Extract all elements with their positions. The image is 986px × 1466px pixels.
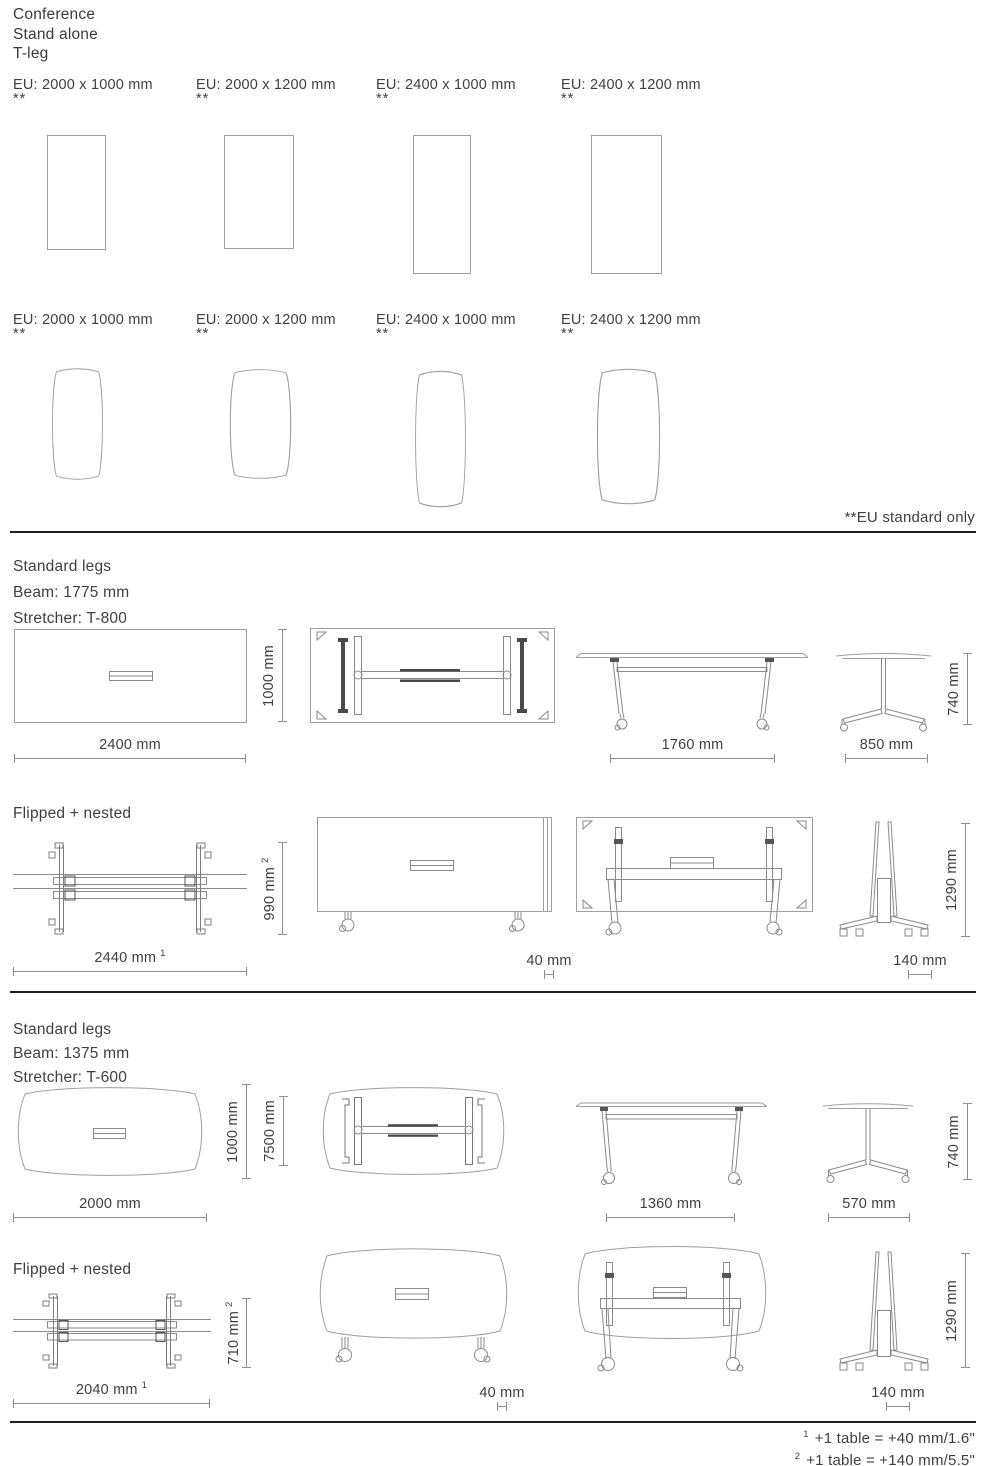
t800-side-view-drawing [836, 650, 931, 734]
page-title-product: Conference [13, 6, 96, 23]
size-text: EU: 2400 x 1000 mm [376, 312, 516, 328]
dim-label: 1000 mm [225, 1100, 241, 1163]
t600-width-dimension [13, 1192, 207, 1218]
eu-only-stars: ** [376, 326, 390, 342]
t600-nested-length-dimension [13, 1378, 210, 1404]
t800-header-line3: Stretcher: T-800 [13, 610, 128, 627]
footnote-1 [795, 1426, 975, 1448]
dim-line [282, 842, 283, 935]
page-title-leg: T-leg [13, 45, 49, 62]
dim-label: 570 mm [842, 1196, 896, 1212]
section-divider [10, 1421, 976, 1423]
t600-nested-top-view-drawing [13, 1292, 211, 1370]
eu-only-stars: ** [13, 326, 27, 342]
dim-line [908, 974, 932, 975]
dim-line [610, 758, 775, 759]
dim-label: 40 mm [526, 953, 572, 969]
size-text: EU: 2000 x 1000 mm [13, 312, 153, 328]
t600-flipped-height-dimension [938, 1253, 966, 1368]
size-label-barrel-1 [13, 311, 153, 340]
dim-line [246, 1084, 247, 1179]
dim-line [965, 823, 966, 937]
dim-label: 2000 mm [79, 1196, 141, 1212]
eu-only-stars: ** [561, 91, 575, 107]
dim-label: 1290 mm [944, 849, 960, 911]
rect-top-2000x1000-drawing [47, 135, 106, 250]
eu-only-stars: ** [196, 91, 210, 107]
dim-line [828, 1217, 910, 1218]
size-text: EU: 2400 x 1200 mm [561, 77, 701, 93]
t600-flipped-side-view-drawing [315, 1244, 512, 1372]
t800-nested-side-view-drawing [836, 816, 932, 942]
t600-header-line1: Standard legs [13, 1021, 112, 1038]
rect-top-2400x1000-drawing [413, 135, 471, 274]
dim-label: 990 mm [262, 866, 278, 921]
t600-top-thickness-dimension [479, 1381, 525, 1407]
size-label-barrel-2 [196, 311, 336, 340]
dim-label: 140 mm [893, 953, 947, 969]
t800-section-header [13, 554, 129, 632]
footnote-1-sup: 1 [803, 1429, 809, 1440]
dim-line [282, 629, 283, 722]
dim-label: 1360 mm [639, 1196, 702, 1212]
dim-line [967, 653, 968, 725]
eu-only-stars: ** [376, 91, 390, 107]
size-text: EU: 2000 x 1000 mm [13, 77, 153, 93]
t800-flipped-front-view-drawing [576, 813, 816, 940]
dim-line [845, 758, 928, 759]
barrel-top-2000x1000-drawing [49, 366, 106, 482]
t600-base-width-dimension [828, 1192, 910, 1218]
footnote-2 [795, 1448, 975, 1466]
size-label-barrel-3 [376, 311, 516, 340]
dim-line [14, 758, 246, 759]
dim-line [13, 1217, 207, 1218]
t800-base-width-dimension [845, 733, 928, 759]
dim-label: 1760 mm [661, 737, 724, 753]
size-label-rect-1 [13, 76, 153, 105]
t800-depth-dimension [255, 629, 283, 722]
page-title [13, 5, 98, 64]
section-divider [10, 991, 976, 993]
dim-label: 2040 mm [75, 1382, 138, 1398]
t600-front-view-drawing [576, 1100, 767, 1189]
t800-leg-span-dimension [610, 733, 775, 759]
eu-standard-note: **EU standard only [844, 509, 975, 526]
t600-nest-pitch-dimension [871, 1381, 925, 1407]
dim-label: 740 mm [946, 662, 962, 716]
footnote-ref-1: 1 [141, 1380, 148, 1391]
footnote-2-text: +1 table = +140 mm/5.5" [806, 1452, 975, 1466]
t600-leg-pitch-dimension [256, 1096, 284, 1166]
t800-nested-top-view-drawing [13, 840, 247, 937]
size-text: EU: 2400 x 1200 mm [561, 312, 701, 328]
t800-width-dimension [14, 733, 246, 759]
barrel-top-2400x1000-drawing [412, 368, 469, 510]
dim-label: 140 mm [871, 1385, 925, 1401]
t600-height-dimension [940, 1103, 968, 1180]
t800-nested-depth-dimension [255, 842, 283, 935]
t600-flipped-front-view-drawing [573, 1241, 771, 1377]
section-divider [10, 531, 976, 533]
t600-nested-side-view-drawing [836, 1246, 932, 1376]
dim-label: 850 mm [859, 737, 914, 753]
dim-line [246, 1298, 247, 1368]
t800-height-dimension [940, 653, 968, 725]
dim-line [967, 1103, 968, 1180]
t800-header-line2: Beam: 1775 mm [13, 584, 130, 601]
size-text: EU: 2000 x 1200 mm [196, 77, 336, 93]
eu-only-stars: ** [196, 326, 210, 342]
t600-side-view-drawing [823, 1100, 913, 1188]
dim-line [886, 1406, 910, 1407]
dim-line [283, 1096, 284, 1166]
barrel-top-2400x1200-drawing [593, 366, 664, 507]
rect-top-2000x1200-drawing [224, 135, 294, 249]
t800-front-view-drawing [576, 650, 808, 734]
t600-leg-span-dimension [606, 1192, 735, 1218]
dim-label: 7500 mm [262, 1100, 278, 1162]
dim-line [13, 971, 247, 972]
t800-top-thickness-dimension [526, 949, 572, 975]
t600-header-line3: Stretcher: T-600 [13, 1069, 128, 1086]
eu-only-stars: ** [561, 326, 575, 342]
barrel-top-2000x1200-drawing [226, 367, 295, 481]
dim-line [497, 1406, 507, 1407]
dim-label: 1000 mm [261, 644, 277, 707]
size-text: EU: 2400 x 1000 mm [376, 77, 516, 93]
t800-nested-length-dimension [13, 946, 247, 972]
t800-top-view-drawing [14, 629, 247, 723]
size-label-rect-2 [196, 76, 336, 105]
t800-flipped-header: Flipped + nested [13, 805, 132, 822]
t600-underside-view-drawing [318, 1083, 509, 1179]
eu-only-stars: ** [13, 91, 27, 107]
footnote-1-text: +1 table = +40 mm/1.6" [814, 1430, 975, 1447]
dim-line [13, 1403, 210, 1404]
t800-underside-view-drawing [310, 628, 555, 723]
t600-nested-depth-dimension [219, 1298, 247, 1368]
dim-label: 740 mm [946, 1114, 962, 1169]
dim-label: 2400 mm [99, 737, 161, 753]
size-label-rect-3 [376, 76, 516, 105]
rect-top-2400x1200-drawing [591, 135, 662, 274]
t800-flipped-side-view-drawing [317, 815, 553, 937]
t800-flipped-height-dimension [938, 823, 966, 937]
dim-line [965, 1253, 966, 1368]
t600-header-line2: Beam: 1375 mm [13, 1045, 130, 1062]
size-label-rect-4 [561, 76, 701, 105]
t600-depth-dimension [219, 1084, 247, 1179]
t600-flipped-header: Flipped + nested [13, 1261, 132, 1278]
dim-line [544, 974, 554, 975]
footnotes [795, 1426, 975, 1466]
footnote-ref-1: 1 [160, 948, 166, 959]
dim-label: 2440 mm [94, 950, 157, 966]
dim-label: 40 mm [479, 1385, 525, 1401]
page-title-config: Stand alone [13, 25, 98, 43]
dim-label: 1290 mm [944, 1279, 960, 1342]
dim-label: 710 mm [226, 1310, 242, 1365]
footnote-ref-2: 2 [224, 1301, 235, 1307]
footnote-ref-2: 2 [260, 856, 271, 863]
size-label-barrel-4 [561, 311, 701, 340]
t800-nest-pitch-dimension [893, 949, 947, 975]
t600-section-header [13, 1018, 129, 1090]
t800-header-line1: Standard legs [13, 558, 112, 575]
footnote-2-sup: 2 [794, 1451, 801, 1462]
t600-top-view-drawing [13, 1083, 207, 1180]
dim-line [606, 1217, 735, 1218]
size-text: EU: 2000 x 1200 mm [196, 312, 336, 328]
